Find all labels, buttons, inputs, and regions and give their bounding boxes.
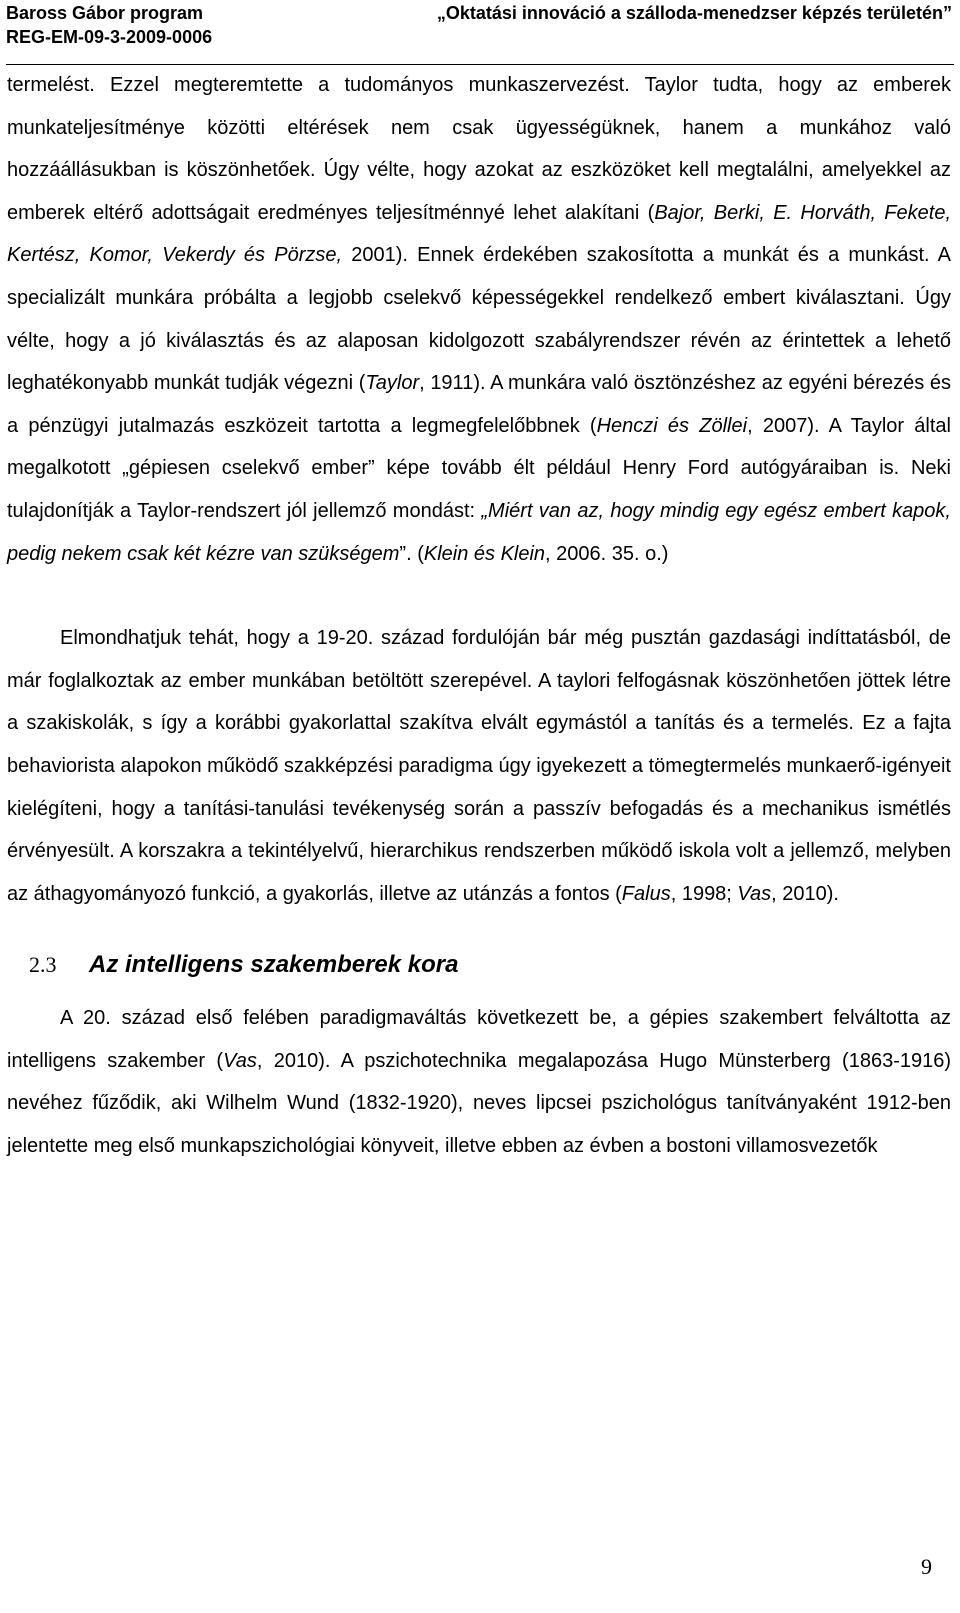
header-project-title: „Oktatási innováció a szálloda-menedzser képzés területén” xyxy=(436,3,952,23)
paragraph-gap xyxy=(7,575,951,617)
header-program-name: Baross Gábor program xyxy=(6,3,204,23)
text-run: termelést. Ezzel megteremtette a tudományos munkaszervezést. Taylor tudta, hogy az emberek munkateljesítménye közötti eltérések nem csak ügyességüknek, hanem a munkához való hozzáállásukban is köszönhetőek. Úgy vélte, hogy azokat az eszközöket kell megtalálni, amelyekkel az emberek eltérő adottságait eredményes teljesítménnyé lehet alakítani ( xyxy=(7,74,951,224)
quotation: „Miért van az, hogy mindig egy egész embert kapok, pedig nekem csak két kézre van szükségem xyxy=(7,499,951,565)
page-number: 9 xyxy=(921,1554,932,1579)
text-run: 2001). Ennek érdekében szakosította a munkát és a munkást. A specializált munkára próbálta a legjobb cselekvő képességekkel rendelkező embert kiválasztani. Úgy vélte, hogy a jó kiválasztás és az alaposan kidolgozott szabályrendszer révén az érintettek a lehető leghatékonyabb munkát tudják végezni ( xyxy=(7,244,952,395)
text-run: A 20. század első felében paradigmaváltás következett be, a gépies szakembert felváltotta az intelligens szakember ( xyxy=(7,1007,951,1072)
text-run: , 1998; xyxy=(670,882,738,905)
document-body xyxy=(7,64,951,1168)
section-number: 2.3 xyxy=(29,952,57,978)
text-run: ”. ( xyxy=(399,542,424,565)
citation-authors: Klein és Klein xyxy=(423,542,546,565)
paragraph-intelligent-experts xyxy=(7,997,951,1167)
citation-authors: Henczi és Zöllei xyxy=(596,414,748,437)
header-project-title-block xyxy=(437,1,952,25)
text-run: , 2006. 35. o.) xyxy=(545,542,669,565)
citation-authors: Vas xyxy=(737,882,772,905)
text-run: , 2010). xyxy=(771,882,839,905)
paragraph-taylor xyxy=(7,64,951,575)
section-title: Az intelligens szakemberek kora xyxy=(89,951,459,979)
text-run: , 1911). A munkára való ösztönzéshez az egyéni bérezés és a pénzügyi jutalmazás eszközeit tartotta a legmegfelelőbbnek ( xyxy=(7,372,951,437)
page-header xyxy=(6,0,954,65)
text-run: , 2010). A pszichotechnika megalapozása Hugo Münsterberg (1863-1916) nevéhez fűződik, aki Wilhelm Wund (1832-1920), neves lipcsei pszichológus tanítványaként 1912-ben jelentette meg első munkapszichológiai könyveit, illetve ebben az évben a bostoni villamosvezetők xyxy=(7,1049,952,1158)
text-run: Elmondhatjuk tehát, hogy a 19-20. század fordulóján bár még pusztán gazdasági indíttatásból, de már foglalkoztak az ember munkában betöltött szerepével. A taylori felfogásnak köszönhetően jöttek létre a szakiskolák, s így a korábbi gyakorlattal szakítva elvált egymástól a tanítás és a termelés. Ez a fajta behaviorista alapokon működő szakképzési paradigma úgy igyekezett a tömegtermelés munkaerő-igényeit kielégíteni, hogy a tanítási-tanulási tevékenység során a passzív befogadás és a mechanikus ismétlés érvényesült. A korszakra a tekintélyelvű, hierarchikus rendszerben működő iskola volt a jellemző, melyben az áthagyományozó funkció, a gyakorlás, illetve az utánzás a fontos ( xyxy=(7,627,951,905)
citation-authors: Bajor, Berki, E. Horváth, Fekete, Kertész, Komor, Vekerdy és Pörzse, xyxy=(7,201,951,267)
header-registration-code: REG-EM-09-3-2009-0006 xyxy=(6,27,213,47)
paragraph-summary xyxy=(7,617,951,915)
header-program-info xyxy=(6,1,212,49)
citation-authors: Falus xyxy=(621,882,671,905)
section-heading xyxy=(7,943,951,987)
citation-authors: Taylor xyxy=(365,372,420,395)
citation-authors: Vas xyxy=(223,1049,257,1072)
text-run: , 2007). A Taylor által megalkotott „gépiesen cselekvő ember” képe tovább élt például Henry Ford autógyáraiban is. Neki tulajdonítják a Taylor-rendszert jól jellemző mondást: xyxy=(7,414,951,522)
